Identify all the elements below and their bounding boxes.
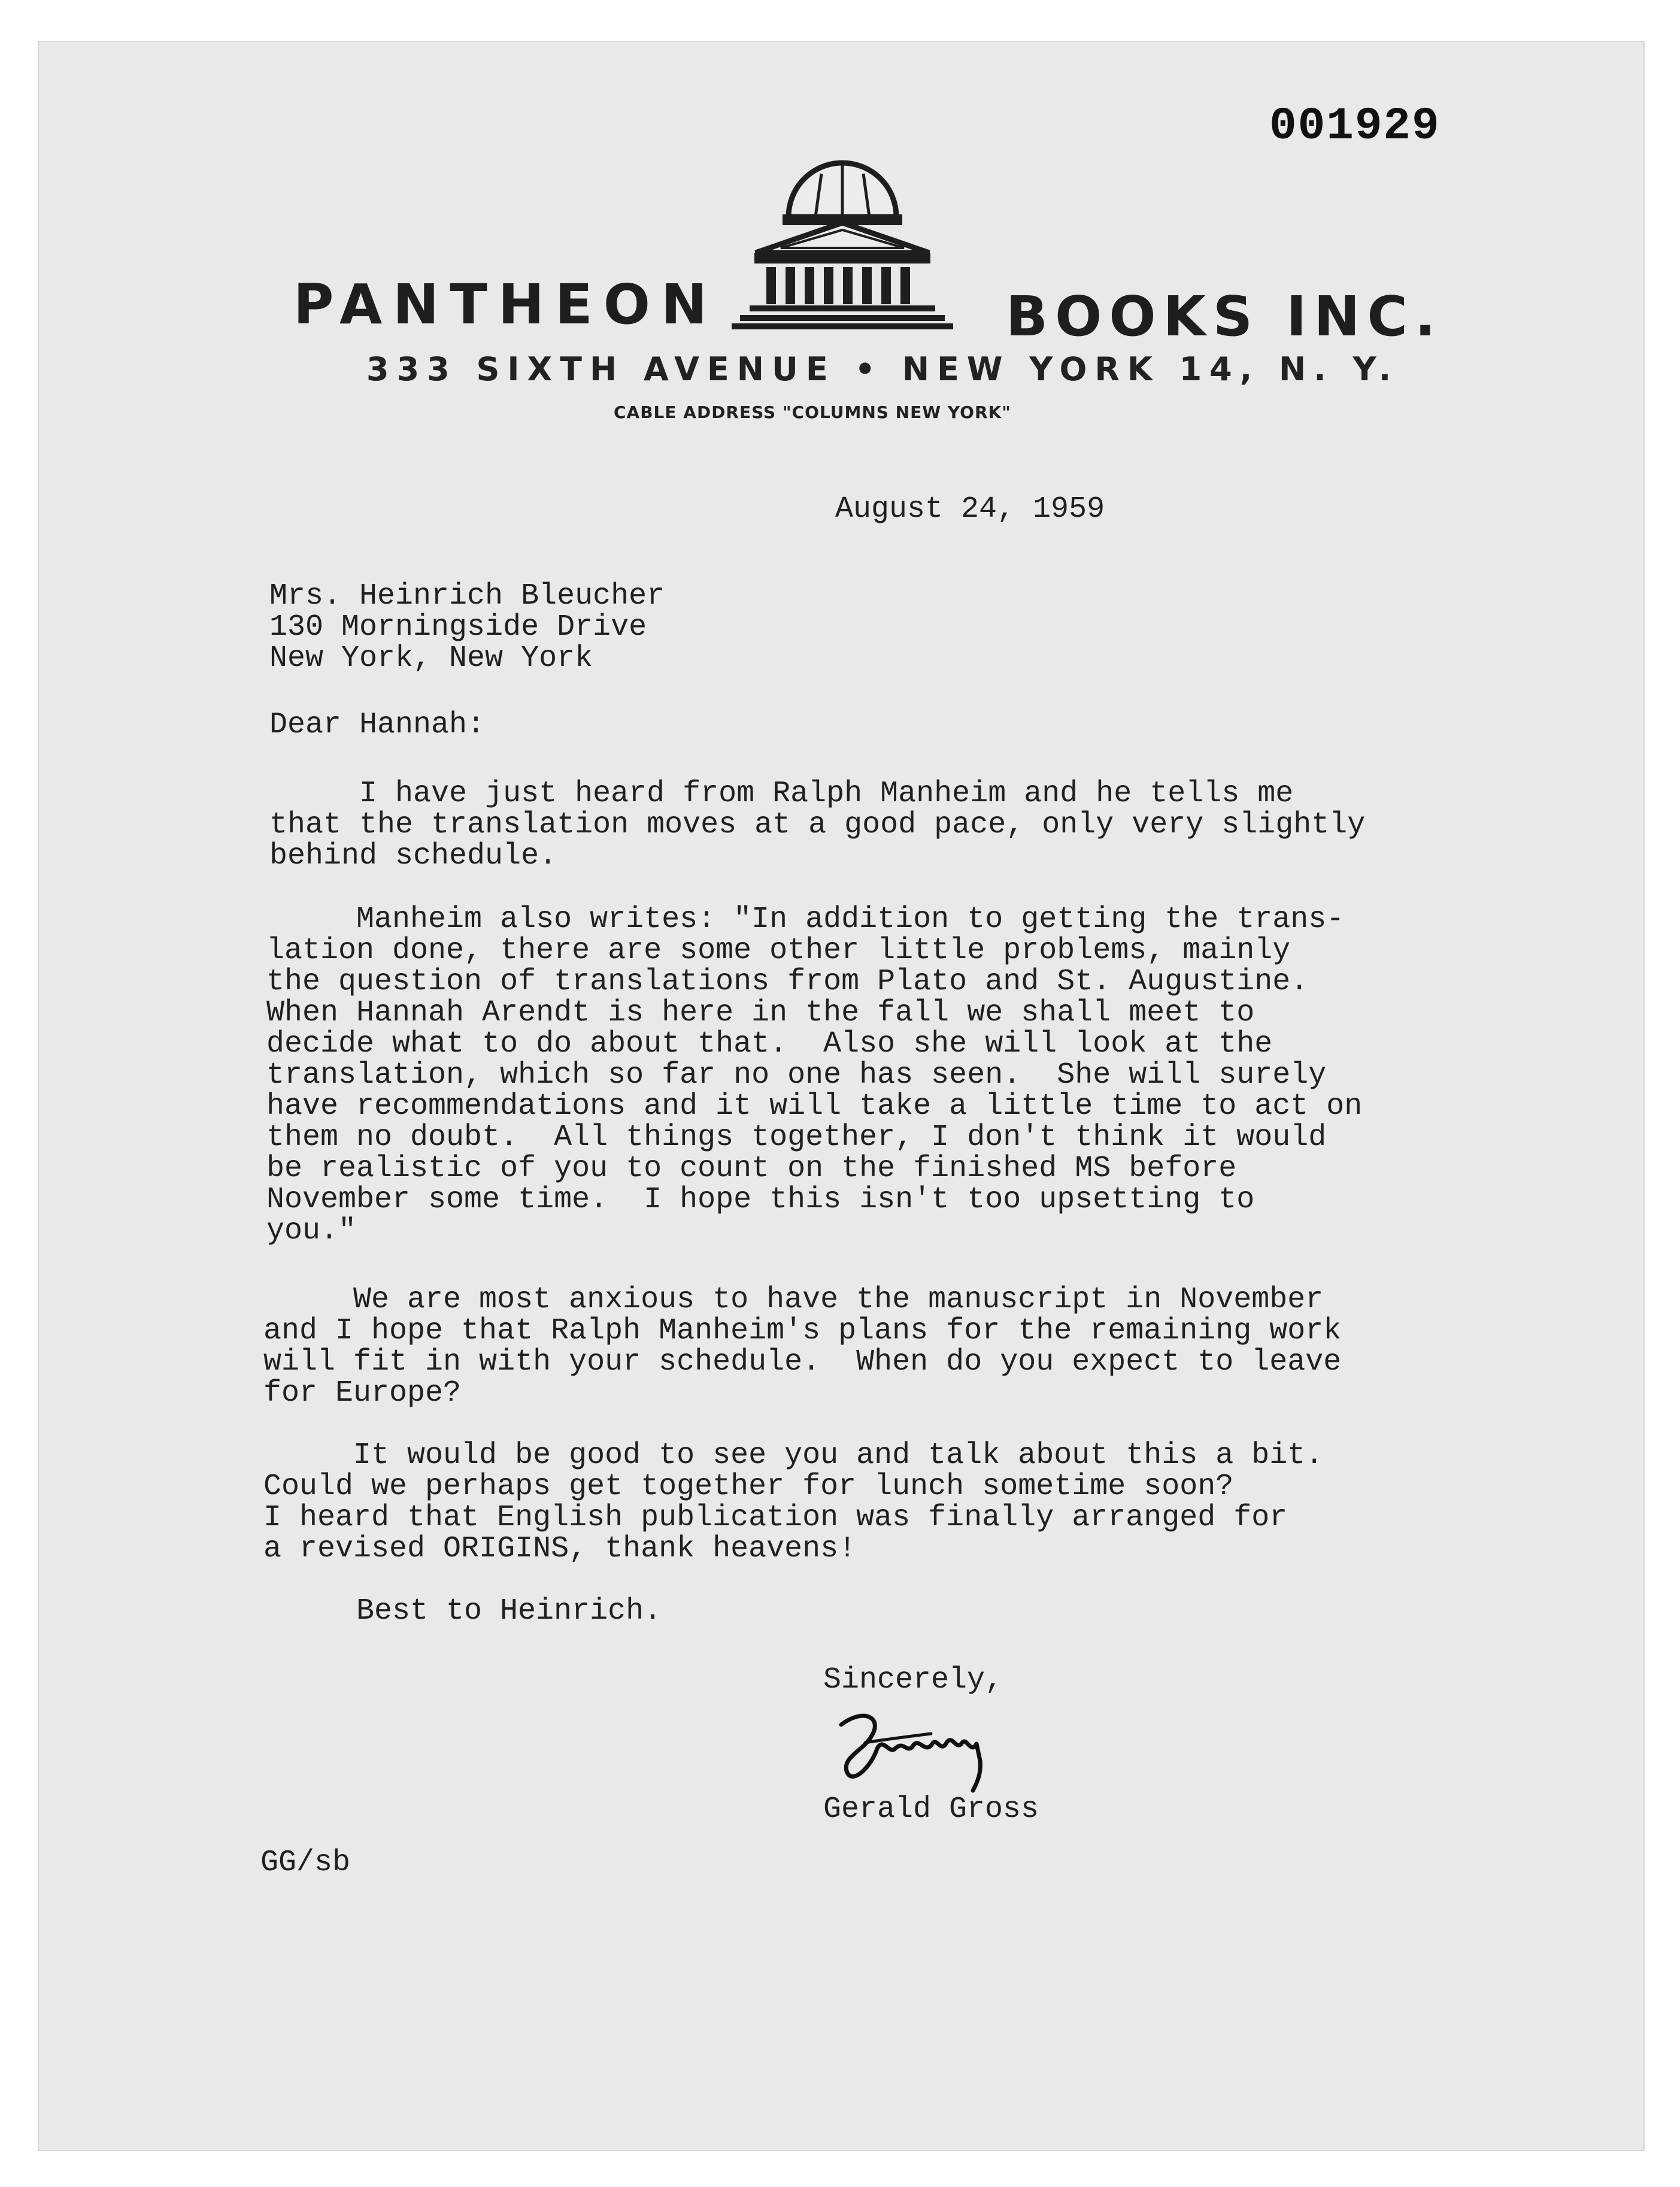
letterhead-name-right: BOOKS INC. (1006, 284, 1443, 349)
recipient-line: 130 Morningside Drive (269, 610, 647, 644)
letterhead-address: 333 SIXTH AVENUE • NEW YORK 14, N. Y. (366, 350, 1399, 388)
reference-initials: GG/sb (260, 1846, 351, 1880)
body-paragraph: Best to Heinrich. (356, 1594, 662, 1628)
letterhead-name-left: PANTHEON (293, 272, 718, 337)
salutation: Dear Hannah: (269, 708, 486, 742)
pantheon-building-icon (732, 150, 953, 329)
recipient-line: New York, New York (269, 641, 593, 676)
body-paragraph: I have just heard from Ralph Manheim and he tells me that the translation moves at a good pace, only very slightly behind schedule. (269, 777, 1366, 873)
body-paragraph: Manheim also writes: "In addition to getting the trans- lation done, there are some other little problems, mainly the question of translations from Plato and St. Augustine. When Hannah Arendt is here in the fall we shall meet to decide what to do about that. Also she will look at the translation, which so far no one has seen. She will surely have recommendations and it will take a little time to act on them no doubt. All things together, I don't think it would be realistic of you to count on the finished MS before November some time. I hope this isn't too upsetting to you." (266, 902, 1363, 1248)
letter-date: August 24, 1959 (835, 492, 1105, 526)
body-paragraph: It would be good to see you and talk about this a bit. Could we perhaps get together for lunch sometime soon? I heard that English publication was finally arranged for a revised ORIGINS, thank heavens! (263, 1438, 1324, 1566)
recipient-address (269, 581, 665, 674)
letterhead-cable-address: CABLE ADDRESS "COLUMNS NEW YORK" (614, 402, 1011, 422)
recipient-line: Mrs. Heinrich Bleucher (269, 579, 665, 613)
document-number: 001929 (1269, 101, 1441, 152)
signer-name: Gerald Gross (823, 1792, 1039, 1826)
body-paragraph: We are most anxious to have the manuscript in November and I hope that Ralph Manheim's plans for the remaining work will fit in with your schedule. When do you expect to leave for Europe? (263, 1283, 1342, 1410)
closing: Sincerely, (823, 1663, 1003, 1697)
handwritten-signature (829, 1701, 991, 1797)
